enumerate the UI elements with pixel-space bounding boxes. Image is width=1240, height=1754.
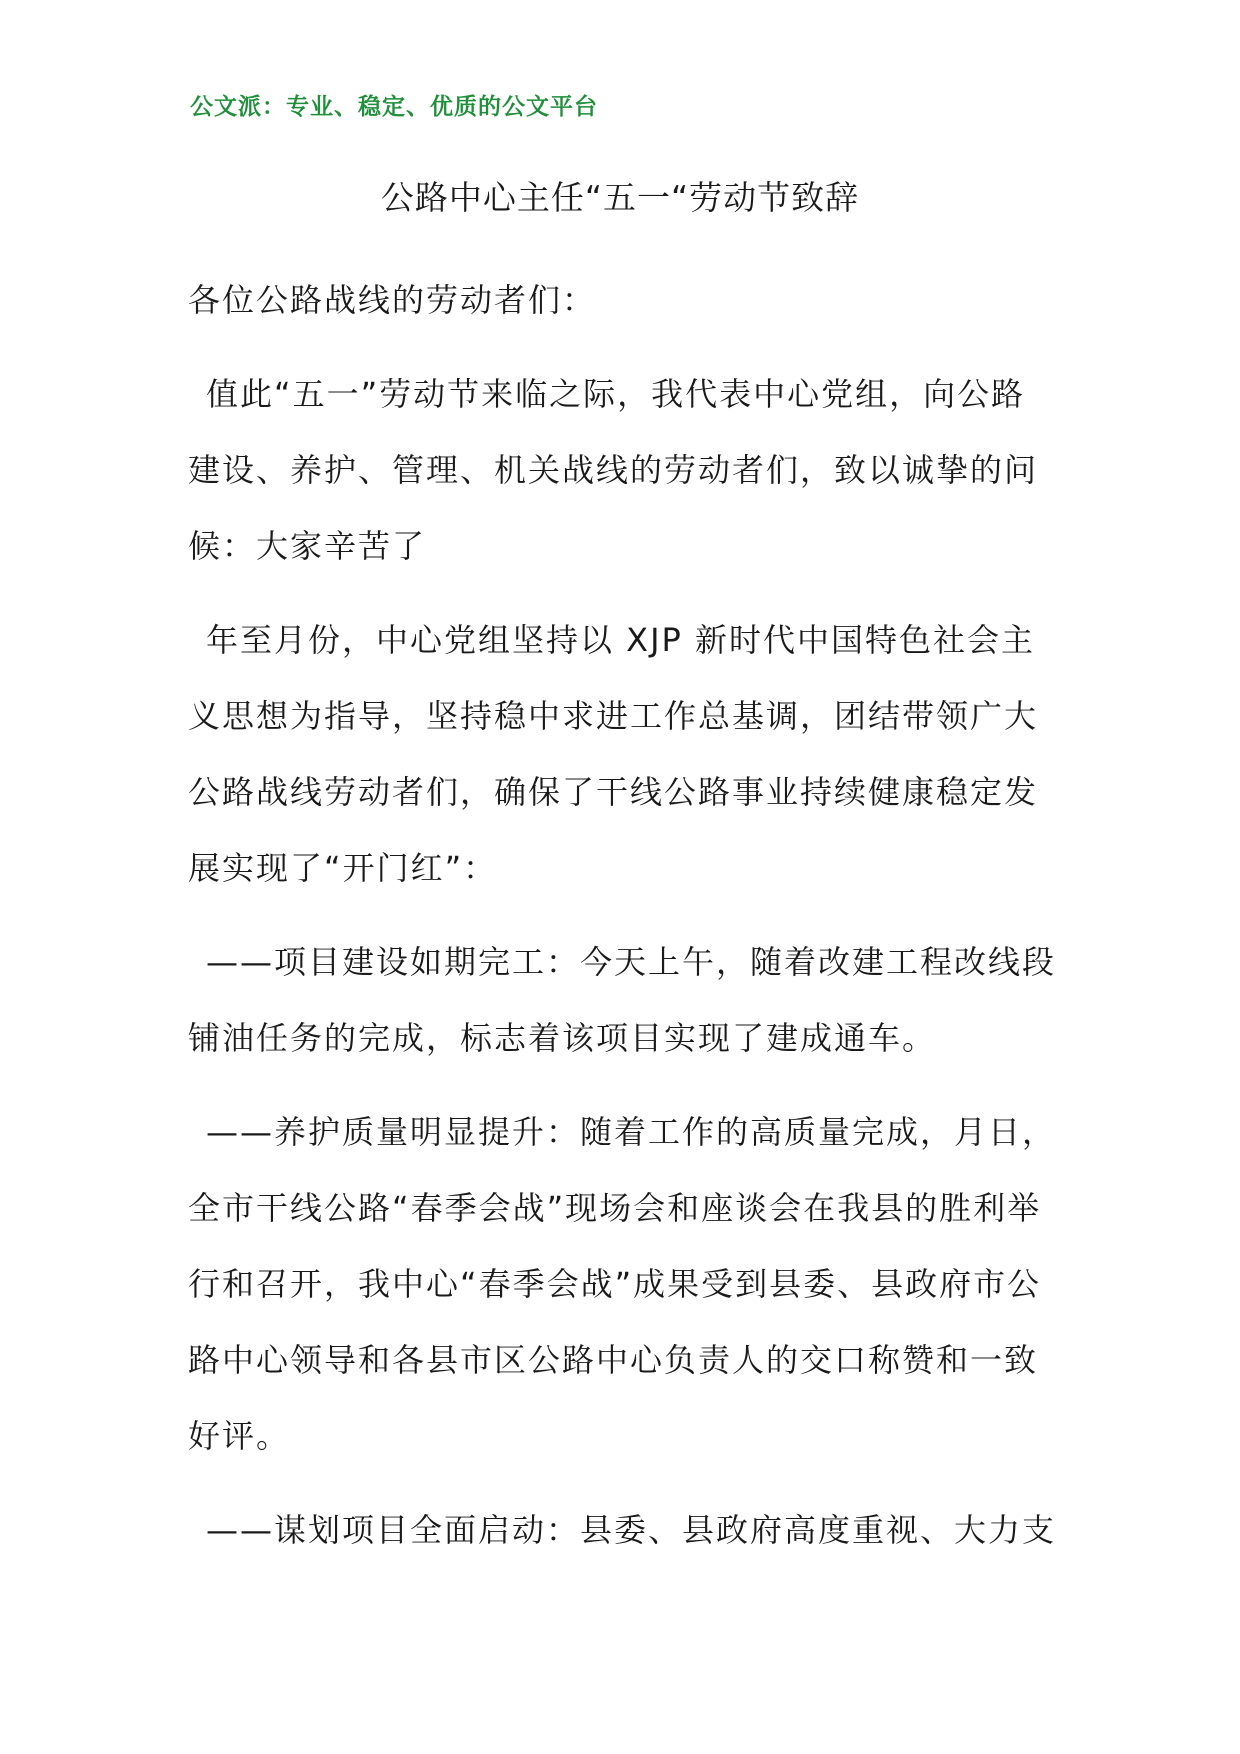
paragraph-project-completion: ——项目建设如期完工：今天上午，随着改建工程改线段铺油任务的完成，标志着该项目实现了建成通车。	[188, 943, 1057, 1057]
brand-header: 公文派：专业、稳定、优质的公文平台	[190, 94, 598, 120]
salutation: 各位公路战线的劳动者们：	[188, 281, 597, 319]
document-body	[188, 262, 1058, 1568]
paragraph-maintenance-quality: ——养护质量明显提升：随着工作的高质量完成，月日，全市干线公路“春季会战”现场会和座谈会在我县的胜利举行和召开，我中心“春季会战”成果受到县委、县政府市公路中心领导和各县市区公路中心负责人的交口称赞和一致好评。	[188, 1113, 1057, 1455]
paragraph-greeting: 值此“五一”劳动节来临之际，我代表中心党组，向公路建设、养护、管理、机关战线的劳动者们，致以诚挚的问候：大家辛苦了	[188, 375, 1039, 565]
paragraph-summary: 年至月份，中心党组坚持以 XJP 新时代中国特色社会主义思想为指导，坚持稳中求进工作总基调，团结带领广大公路战线劳动者们，确保了干线公路事业持续健康稳定发展实现了“开门红”：	[188, 621, 1039, 887]
document-title: 公路中心主任“五一“劳动节致辞	[380, 178, 860, 217]
paragraph-planned-projects: ——谋划项目全面启动：县委、县政府高度重视、大力支	[206, 1511, 1057, 1549]
